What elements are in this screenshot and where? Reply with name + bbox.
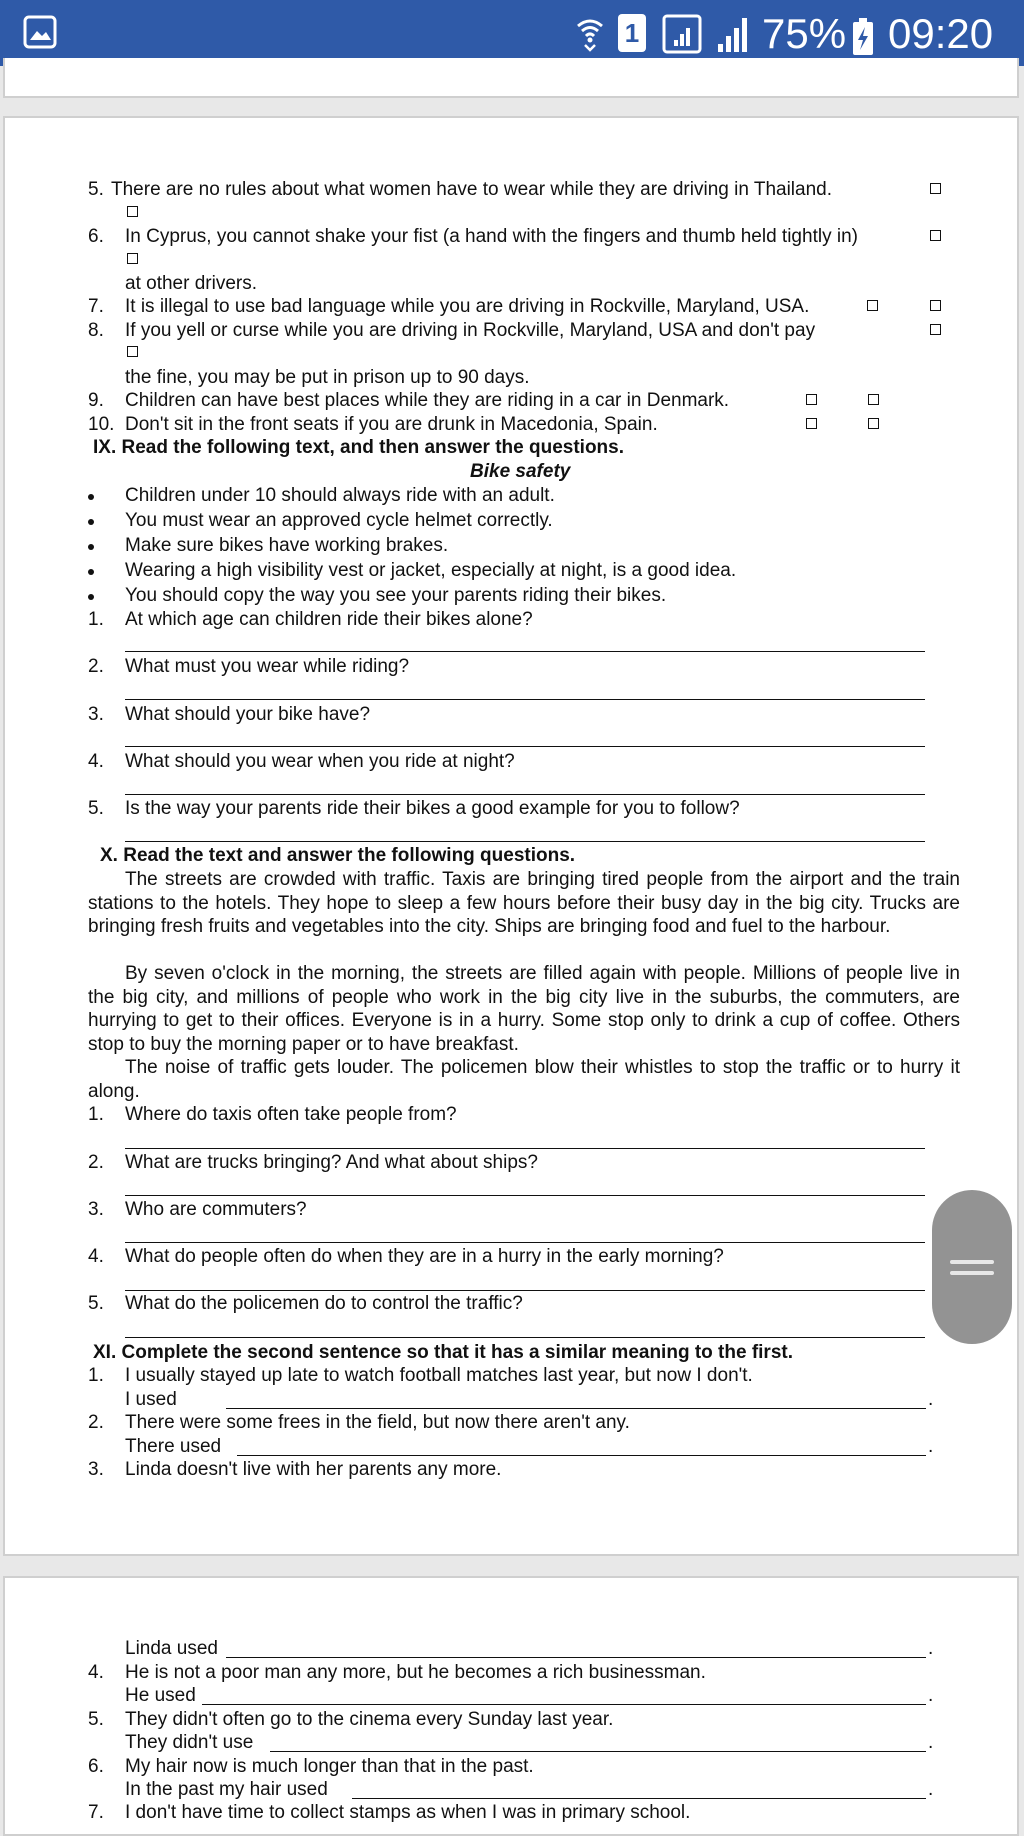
bullet-icon bbox=[88, 544, 94, 550]
answer-line[interactable] bbox=[125, 651, 925, 652]
statement-text: Children can have best places while they are riding in a car in Denmark. bbox=[125, 390, 730, 411]
end-mark: . bbox=[928, 1685, 934, 1706]
bullet-item: Wearing a high visibility vest or jacket, especially at night, is a good idea. bbox=[125, 560, 737, 581]
bullet-item: Children under 10 should always ride with an adult. bbox=[125, 485, 555, 506]
end-mark: . bbox=[928, 1389, 934, 1410]
end-mark: . bbox=[928, 1638, 934, 1659]
answer-line[interactable] bbox=[125, 1290, 925, 1291]
item-prompt: He used bbox=[125, 1685, 196, 1706]
item-number: 4. bbox=[88, 1662, 104, 1683]
question-text: What are trucks bringing? And what about ships? bbox=[125, 1152, 538, 1173]
statement-text-continued: at other drivers. bbox=[125, 273, 257, 294]
item-text: They didn't often go to the cinema every Sunday last year. bbox=[125, 1709, 614, 1730]
checkbox-false[interactable] bbox=[127, 346, 138, 357]
answer-line[interactable] bbox=[125, 1337, 925, 1338]
question-text: What should your bike have? bbox=[125, 704, 371, 725]
end-mark: . bbox=[928, 1732, 934, 1753]
item-prompt: Linda used bbox=[125, 1638, 218, 1659]
checkbox-false[interactable] bbox=[127, 206, 138, 217]
fast-scroll-handle[interactable] bbox=[932, 1190, 1012, 1344]
question-number: 4. bbox=[88, 751, 104, 772]
answer-line[interactable] bbox=[270, 1751, 926, 1752]
section-title: Bike safety bbox=[470, 461, 571, 482]
item-number: 1. bbox=[88, 1365, 104, 1386]
section-heading: X. Read the text and answer the following questions. bbox=[100, 845, 576, 866]
question-number: 1. bbox=[88, 1104, 104, 1125]
statement-number: 10. bbox=[88, 414, 115, 435]
question-text: What should you wear when you ride at night? bbox=[125, 751, 515, 772]
question-text: Who are commuters? bbox=[125, 1199, 307, 1220]
reading-paragraph: The streets are crowded with traffic. Taxis are bringing tired people from the airport and the train stations to the hotels. They hope to sleep a few hours before their busy day in the big city. Trucks are bringing fresh fruits and vegetables into the city. Ships are bringing food and fuel to the harbour. bbox=[88, 869, 960, 937]
answer-line[interactable] bbox=[125, 746, 925, 747]
item-prompt: I used bbox=[125, 1389, 177, 1410]
checkbox-true[interactable] bbox=[930, 324, 941, 335]
gallery-icon bbox=[22, 14, 58, 50]
statement-number: 8. bbox=[88, 320, 104, 341]
clock: 09:20 bbox=[888, 10, 994, 57]
statement-text: In Cyprus, you cannot shake your fist (a hand with the fingers and thumb held tightly in) bbox=[125, 226, 858, 247]
reading-paragraph: The noise of traffic gets louder. The policemen blow their whistles to stop the traffic or to hurry it along. bbox=[88, 1057, 960, 1102]
question-text: At which age can children ride their bikes alone? bbox=[125, 609, 533, 630]
checkbox-true[interactable] bbox=[930, 183, 941, 194]
bullet-icon bbox=[88, 594, 94, 600]
question-text: Is the way your parents ride their bikes a good example for you to follow? bbox=[125, 798, 740, 819]
statement-text-continued: the fine, you may be put in prison up to 90 days. bbox=[125, 367, 530, 388]
question-number: 2. bbox=[88, 656, 104, 677]
statement-number: 6. bbox=[88, 226, 104, 247]
bullet-icon bbox=[88, 569, 94, 575]
section-heading: IX. Read the following text, and then answer the questions. bbox=[93, 437, 625, 458]
item-text: I usually stayed up late to watch football matches last year, but now I don't. bbox=[125, 1365, 753, 1386]
end-mark: . bbox=[928, 1779, 934, 1800]
reading-paragraph: By seven o'clock in the morning, the streets are filled again with people. Millions of people live in the big city, and millions of people who work in the big city live in the suburbs, the commuters, are hurrying to get to their offices. Everyone is in a hurry. Some stop only to drink a cup of coffee. Others stop to buy the morning paper or to have breakfast. bbox=[88, 963, 960, 1055]
bullet-item: Make sure bikes have working brakes. bbox=[125, 535, 449, 556]
question-text: What must you wear while riding? bbox=[125, 656, 410, 677]
item-text: Linda doesn't live with her parents any more. bbox=[125, 1459, 502, 1480]
sim-icon: 1 bbox=[618, 14, 646, 52]
statement-number: 5. bbox=[88, 179, 104, 200]
question-number: 4. bbox=[88, 1246, 104, 1267]
drag-grip-icon bbox=[950, 1271, 994, 1275]
item-prompt: In the past my hair used bbox=[125, 1779, 328, 1800]
checkbox-true[interactable] bbox=[806, 394, 817, 405]
answer-line[interactable] bbox=[125, 1195, 925, 1196]
answer-line[interactable] bbox=[125, 794, 925, 795]
item-number: 7. bbox=[88, 1802, 104, 1823]
statement-number: 7. bbox=[88, 296, 104, 317]
answer-line[interactable] bbox=[237, 1455, 926, 1456]
signal-icon bbox=[662, 14, 702, 54]
answer-line[interactable] bbox=[125, 699, 925, 700]
checkbox-true[interactable] bbox=[806, 418, 817, 429]
question-number: 1. bbox=[88, 609, 104, 630]
statement-text: It is illegal to use bad language while you are driving in Rockville, Maryland, USA. bbox=[125, 296, 810, 317]
question-number: 3. bbox=[88, 704, 104, 725]
bullet-item: You should copy the way you see your parents riding their bikes. bbox=[125, 585, 667, 606]
item-number: 3. bbox=[88, 1459, 104, 1480]
statement-text: Don't sit in the front seats if you are drunk in Macedonia, Spain. bbox=[125, 414, 658, 435]
document-page bbox=[3, 58, 1019, 98]
bullet-icon bbox=[88, 494, 94, 500]
item-text: He is not a poor man any more, but he becomes a rich businessman. bbox=[125, 1662, 706, 1683]
question-number: 3. bbox=[88, 1199, 104, 1220]
bullet-icon bbox=[88, 519, 94, 525]
wifi-icon bbox=[575, 14, 605, 52]
checkbox-false[interactable] bbox=[868, 418, 879, 429]
question-text: What do the policemen do to control the traffic? bbox=[125, 1293, 523, 1314]
item-text: There were some frees in the field, but now there aren't any. bbox=[125, 1412, 630, 1433]
signal-icon bbox=[716, 14, 752, 54]
question-number: 2. bbox=[88, 1152, 104, 1173]
statement-number: 9. bbox=[88, 390, 104, 411]
item-prompt: There used bbox=[125, 1436, 222, 1457]
answer-line[interactable] bbox=[352, 1798, 926, 1799]
answer-line[interactable] bbox=[226, 1657, 926, 1658]
item-number: 5. bbox=[88, 1709, 104, 1730]
checkbox-true[interactable] bbox=[867, 300, 878, 311]
battery-percentage: 75% bbox=[762, 10, 847, 57]
item-number: 2. bbox=[88, 1412, 104, 1433]
answer-line[interactable] bbox=[125, 841, 925, 842]
item-number: 6. bbox=[88, 1756, 104, 1777]
drag-grip-icon bbox=[950, 1260, 994, 1264]
checkbox-false[interactable] bbox=[127, 253, 138, 264]
end-mark: . bbox=[928, 1436, 934, 1457]
statement-text: If you yell or curse while you are driving in Rockville, Maryland, USA and don't pay bbox=[125, 320, 816, 341]
answer-line[interactable] bbox=[125, 1148, 925, 1149]
checkbox-false[interactable] bbox=[930, 300, 941, 311]
status-bar bbox=[0, 0, 1024, 66]
checkbox-true[interactable] bbox=[930, 230, 941, 241]
question-text: What do people often do when they are in a hurry in the early morning? bbox=[125, 1246, 724, 1267]
bullet-item: You must wear an approved cycle helmet correctly. bbox=[125, 510, 553, 531]
battery-charging-icon bbox=[852, 18, 874, 56]
item-prompt: They didn't use bbox=[125, 1732, 254, 1753]
answer-line[interactable] bbox=[202, 1704, 926, 1705]
question-number: 5. bbox=[88, 798, 104, 819]
section-heading: XI. Complete the second sentence so that it has a similar meaning to the first. bbox=[93, 1342, 793, 1363]
checkbox-false[interactable] bbox=[868, 394, 879, 405]
item-text: I don't have time to collect stamps as when I was in primary school. bbox=[125, 1802, 691, 1823]
answer-line[interactable] bbox=[226, 1408, 926, 1409]
answer-line[interactable] bbox=[125, 1242, 925, 1243]
item-text: My hair now is much longer than that in the past. bbox=[125, 1756, 534, 1777]
question-text: Where do taxis often take people from? bbox=[125, 1104, 457, 1125]
question-number: 5. bbox=[88, 1293, 104, 1314]
statement-text: There are no rules about what women have to wear while they are driving in Thailand. bbox=[111, 179, 832, 200]
